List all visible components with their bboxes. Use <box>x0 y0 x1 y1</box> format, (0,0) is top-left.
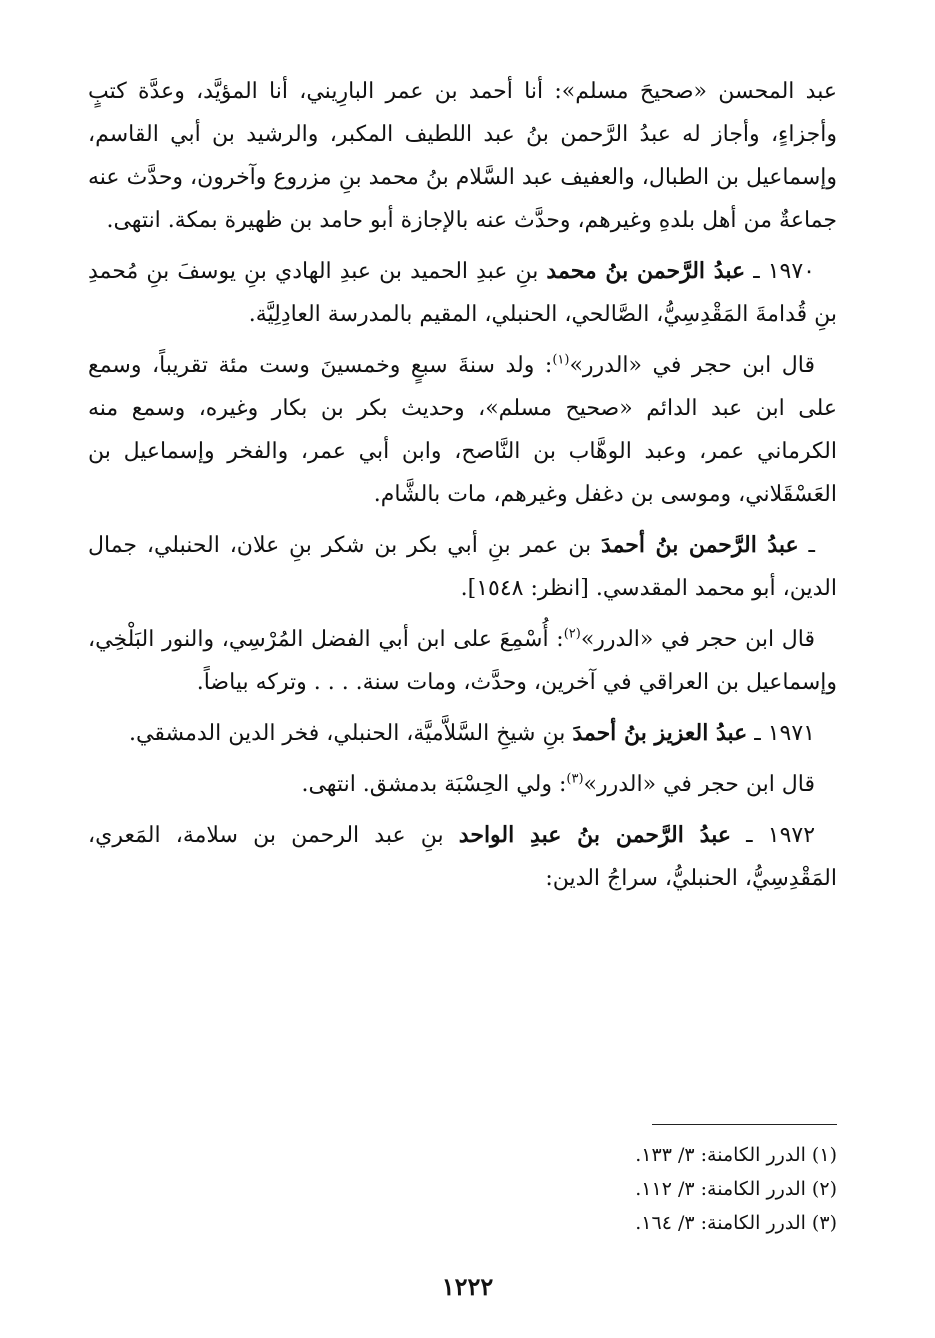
entry-text: بن عمر بنِ أبي بكر بن شكر بنِ علان، الحنبلي، جمال الدين، أبو محمد المقدسي. [انظر: ١٥٤٨]. <box>88 533 837 601</box>
footnote-2: (٢) الدرر الكامنة: ٣/ ١١٢. <box>635 1178 837 1200</box>
quote-paragraph-3 <box>88 763 837 806</box>
entry-text: بنِ شيخِ السَّلاَّميَّة، الحنبلي، فخر الدين الدمشقي. <box>128 721 566 746</box>
entry-name: عبدُ العزيز بنُ أحمدَ <box>572 720 748 746</box>
quote-intro: قال ابن حجر في «الدرر» <box>580 627 815 652</box>
entry-number: ـ <box>808 533 815 558</box>
footnote-ref-1[interactable]: (١) <box>552 352 570 368</box>
entry-1971 <box>88 712 837 755</box>
entry-name: عبدُ الرَّحمن بنُ محمد <box>546 258 746 284</box>
entry-text: بنِ عبدِ الحميد بن عبدِ الهادي بنِ يوسفَ بنِ مُحمدِ بنِ قُدامةَ المَقْدِسِيُّ، الصَّالحي، الحنبلي، المقيم بالمدرسة العادِلِيَّة. <box>88 259 837 327</box>
footnotes <box>88 1138 837 1240</box>
entry-ahmad <box>88 524 837 610</box>
entry-name: عبدُ الرَّحمن بنُ عبدِ الواحد <box>458 822 731 848</box>
footnote-ref-2[interactable]: (٢) <box>563 626 581 642</box>
footnote-divider <box>652 1124 837 1125</box>
entry-1970 <box>88 250 837 336</box>
quote-text: : ولي الحِسْبَة بدمشق. انتهى. <box>301 772 567 797</box>
paragraph-continuation: عبد المحسن «صحيحَ مسلم»: أنا أحمد بن عمر البارِيني، أنا المؤيَّد، وعدَّة كتبٍ وأجزاءٍ، وأجاز له عبدُ الرَّحمن بنُ عبد اللطيف المكبر، والرشيد بن أبي القاسم، وإسماعيل بن الطبال، والعفيف عبد السَّلام بنُ محمد بنِ مزروع وآخرون، وحدَّث عنه جماعةٌ من أهل بلدهِ وغيرهم، وحدَّث عنه بالإجازة أبو حامد بن ظهيرة بمكة. انتهى. <box>88 79 837 233</box>
entry-number: ١٩٧١ ـ <box>754 721 815 746</box>
page-number: ١٢٢٢ <box>441 1272 494 1301</box>
entry-number: ١٩٧٢ ـ <box>746 823 816 848</box>
main-text <box>88 70 837 908</box>
footnote-1: (١) الدرر الكامنة: ٣/ ١٣٣. <box>635 1144 837 1166</box>
entry-1972 <box>88 814 837 900</box>
entry-name: عبدُ الرَّحمن بنُ أحمدَ <box>600 532 799 558</box>
quote-intro: قال ابن حجر في «الدرر» <box>583 772 815 797</box>
entry-text: بنِ عبد الرحمن بن سلامة، المَعري، المَقْدِسِيُّ، الحنبليُّ، سراجُ الدين: <box>88 823 837 891</box>
entry-number: ١٩٧٠ ـ <box>753 259 815 284</box>
footnote-3: (٣) الدرر الكامنة: ٣/ ١٦٤. <box>635 1212 837 1234</box>
quote-paragraph-2 <box>88 618 837 704</box>
quote-intro: قال ابن حجر في «الدرر» <box>569 353 816 378</box>
footnote-ref-3[interactable]: (٣) <box>566 771 584 787</box>
quote-text: : أُسْمِعَ على ابن أبي الفضل المُرْسِي، والنور البَلْخِي، وإسماعيل بن العراقي في آخرين، وحدَّث، ومات سنة. . . . وتركه بياضاً. <box>88 627 837 695</box>
quote-text: : ولد سنةَ سبعٍ وخمسينَ وست مئة تقريباً، وسمع على ابن عبد الدائم «صحيح مسلم»، وحديث بكر بن بكار وغيره، وسمع منه الكرماني عمر، وعبد الوهَّاب بن النَّاصح، وابن أبي عمر، والفخر وإسماعيل بن العَسْقَلاني، وموسى بن دغفل وغيرهم، مات بالشَّام. <box>88 353 837 507</box>
quote-paragraph-1 <box>88 344 837 516</box>
